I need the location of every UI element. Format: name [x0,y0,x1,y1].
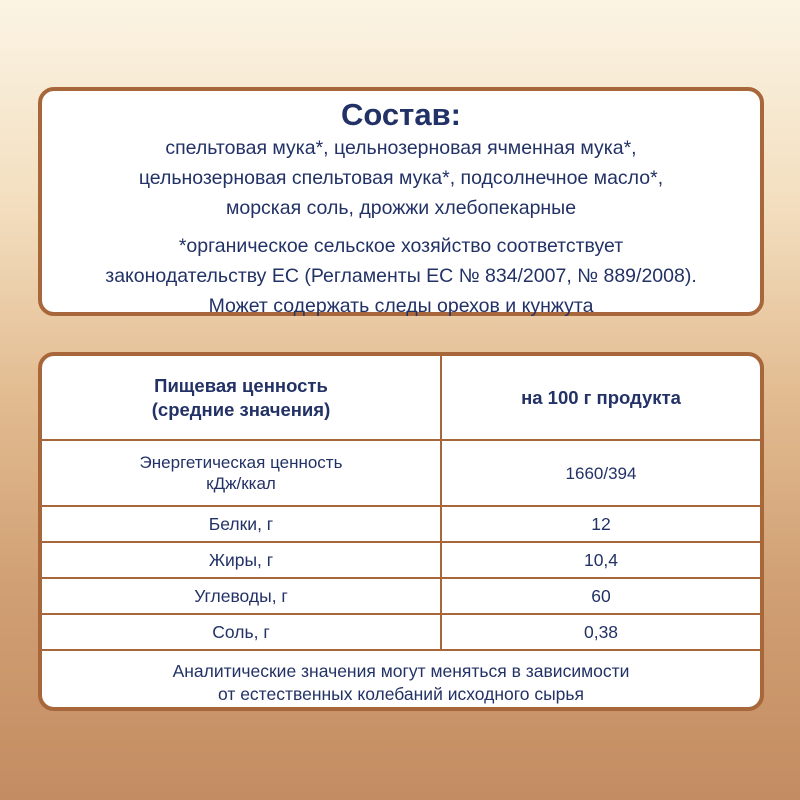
salt-label: Соль, г [42,614,441,650]
carbohydrates-value: 60 [441,578,760,614]
energy-value: 1660/394 [441,440,760,506]
fat-value: 10,4 [441,542,760,578]
allergen-note-line: Может содержать следы орехов и кунжута [208,295,594,317]
table-row [42,614,760,650]
nutrition-table [42,356,760,711]
header-label-line: Пищевая ценность [154,374,328,396]
organic-note-line: законодательству ЕС (Регламенты ЕС № 834/2007, № 889/2008). [105,265,697,287]
footnote-line: Аналитические значения могут меняться в зависимости [172,660,630,681]
table-row [42,440,760,506]
energy-label-line: Энергетическая ценность [139,453,343,472]
ingredients-line: морская соль, дрожжи хлебопекарные [225,197,577,219]
table-row [42,578,760,614]
protein-value: 12 [441,506,760,542]
composition-panel [38,87,764,316]
table-row [42,506,760,542]
analytical-footnote [42,650,760,711]
footnote-row [42,650,760,711]
composition-title: Состав: [341,97,461,132]
fat-label: Жиры, г [42,542,441,578]
header-per-100g: на 100 г продукта [441,356,760,440]
header-label-line: (средние значения) [151,398,331,420]
organic-note-line: *органическое сельское хозяйство соответствует [178,235,624,257]
ingredients-line: спельтовая мука*, цельнозерновая ячменная мука*, [165,137,637,159]
table-header-row [42,356,760,440]
header-nutritional-value [42,356,441,440]
table-row [42,542,760,578]
carbohydrates-label: Углеводы, г [42,578,441,614]
footnote-line: от естественных колебаний исходного сырья [217,683,585,704]
energy-label [42,440,441,506]
nutrition-panel [38,352,764,711]
salt-value: 0,38 [441,614,760,650]
ingredients-line: цельнозерновая спельтовая мука*, подсолнечное масло*, [138,167,664,189]
protein-label: Белки, г [42,506,441,542]
energy-label-line: кДж/ккал [206,474,276,493]
